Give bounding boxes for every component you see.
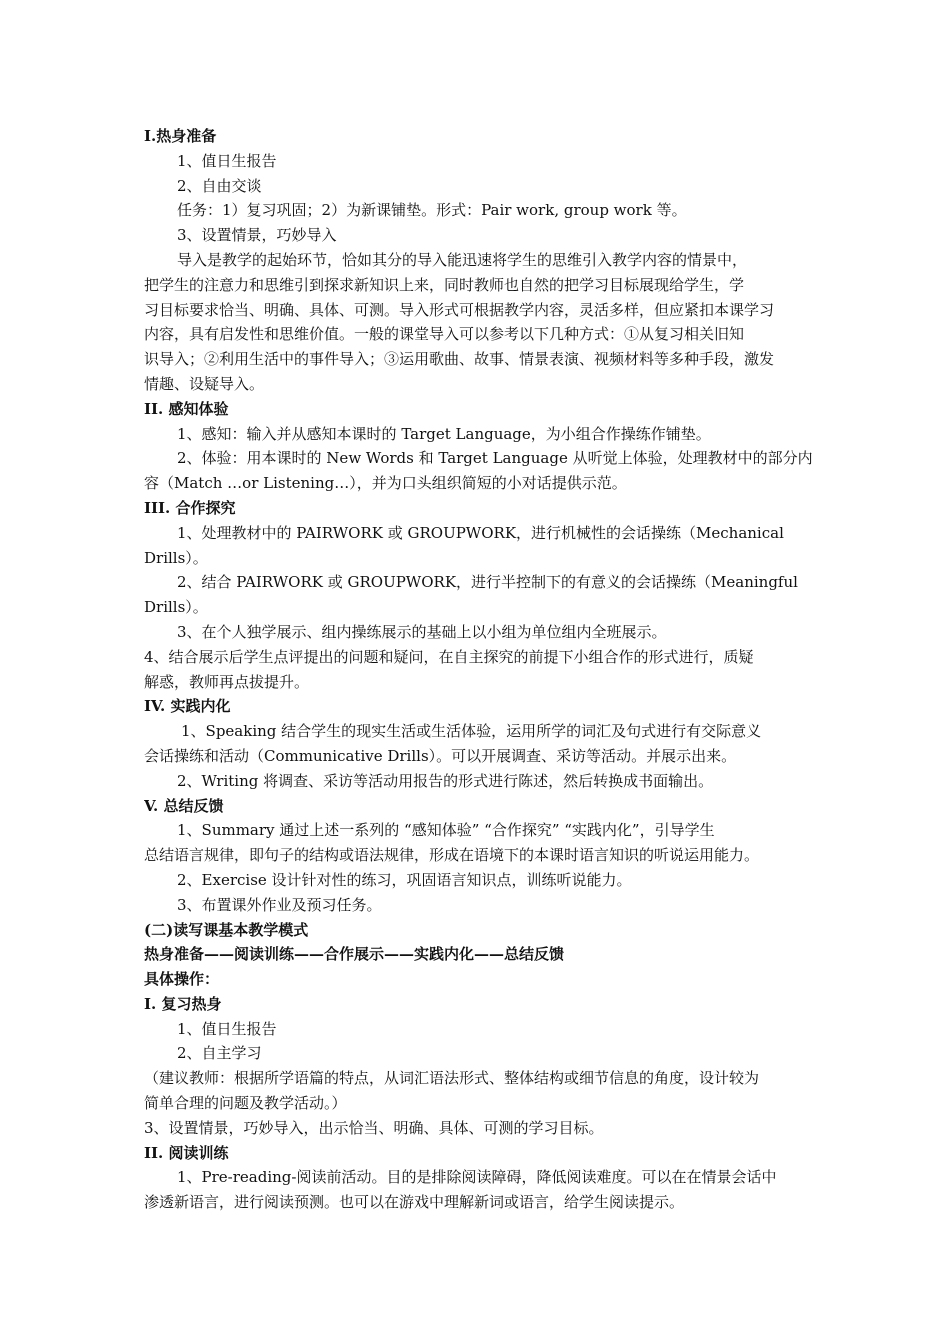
text-line: 3、设置情景，巧妙导入 (177, 226, 337, 245)
text-line: （建议教师：根据所学语篇的特点，从词汇语法形式、整体结构或细节信息的角度，设计较为 (144, 1069, 760, 1088)
text-line: 导入是教学的起始环节，恰如其分的导入能迅速将学生的思维引入教学内容的情景中， (177, 250, 748, 269)
text-line: 渗透新语言，进行阅读预测。也可以在游戏中理解新词或语言，给学生阅读提示。 (144, 1193, 685, 1212)
text-line: 识导入；②利用生活中的事件导入；③运用歌曲、故事、情景表演、视频材料等多种手段，激发 (144, 350, 775, 369)
text-line: 容（Match …or Listening…），并为口头组织简短的小对话提供示范。 (144, 474, 627, 493)
document-body (144, 124, 824, 1215)
section-heading: (二)读写课基本教学模式 (144, 920, 309, 939)
section-heading: II. 感知体验 (144, 399, 229, 418)
text-line: 习目标要求恰当、明确、具体、可测。导入形式可根据教学内容，灵活多样，但应紧扣本课学习 (144, 300, 775, 319)
text-line: 2、体验：用本课时的 New Words 和 Target Language 从听觉上体验，处理教材中的部分内 (177, 449, 813, 468)
text-line: 内容，具有启发性和思维价值。一般的课堂导入可以参考以下几种方式：①从复习相关旧知 (144, 325, 745, 344)
section-heading: 具体操作： (144, 970, 220, 989)
text-line: 1、Summary 通过上述一系列的 “感知体验” “合作探究” “实践内化”，引导学生 (177, 821, 715, 840)
text-line: 4、结合展示后学生点评提出的问题和疑问，在自主探究的前提下小组合作的形式进行，质疑 (144, 647, 754, 666)
section-heading: II. 阅读训练 (144, 1143, 229, 1162)
text-line: 2、结合 PAIRWORK 或 GROUPWORK，进行半控制下的有意义的会话操练（Meaningful (177, 573, 798, 592)
section-heading: III. 合作探究 (144, 498, 236, 517)
text-line: 任务：1）复习巩固；2）为新课铺垫。形式：Pair work, group work 等。 (177, 201, 687, 220)
text-line: 2、自由交谈 (177, 176, 262, 195)
text-line: 把学生的注意力和思维引到探求新知识上来，同时教师也自然的把学习目标展现给学生，学 (144, 275, 745, 294)
text-line: 2、Writing 将调查、采访等活动用报告的形式进行陈述，然后转换成书面输出。 (177, 771, 714, 790)
text-line: 1、值日生报告 (177, 151, 277, 170)
text-line: 1、Pre-reading-阅读前活动。目的是排除阅读障碍，降低阅读难度。可以在在情景会话中 (177, 1168, 777, 1187)
section-heading: I. 复习热身 (144, 994, 222, 1013)
text-line: 1、处理教材中的 PAIRWORK 或 GROUPWORK，进行机械性的会话操练（Mechanical (177, 523, 784, 542)
text-line: Drills）。 (144, 548, 208, 567)
text-line: 2、Exercise 设计针对性的练习，巩固语言知识点，训练听说能力。 (177, 870, 632, 889)
text-line: 会话操练和活动（Communicative Drills）。可以开展调查、采访等活动。并展示出来。 (144, 746, 737, 765)
section-heading: 热身准备——阅读训练——合作展示——实践内化——总结反馈 (144, 945, 565, 964)
text-line: 情趣、设疑导入。 (144, 374, 265, 393)
text-line: 1、Speaking 结合学生的现实生活或生活体验，运用所学的词汇及句式进行有交际意义 (181, 722, 762, 741)
text-line: 简单合理的问题及教学活动。） (144, 1094, 347, 1113)
section-heading: V. 总结反馈 (144, 796, 224, 815)
text-line: Drills）。 (144, 598, 208, 617)
text-line: 3、在个人独学展示、组内操练展示的基础上以小组为单位组内全班展示。 (177, 622, 667, 641)
text-line: 3、设置情景，巧妙导入，出示恰当、明确、具体、可测的学习目标。 (144, 1118, 604, 1137)
section-heading: IV. 实践内化 (144, 697, 231, 716)
text-line: 总结语言规律，即句子的结构或语法规律，形成在语境下的本课时语言知识的听说运用能力。 (144, 846, 760, 865)
text-line: 1、值日生报告 (177, 1019, 277, 1038)
text-line: 2、自主学习 (177, 1044, 262, 1063)
section-heading: I.热身准备 (144, 127, 217, 145)
text-line: 1、感知：输入并从感知本课时的 Target Language，为小组合作操练作铺垫。 (177, 424, 711, 443)
text-line: 解惑，教师再点拔提升。 (144, 672, 310, 691)
text-line: 3、布置课外作业及预习任务。 (177, 895, 382, 914)
